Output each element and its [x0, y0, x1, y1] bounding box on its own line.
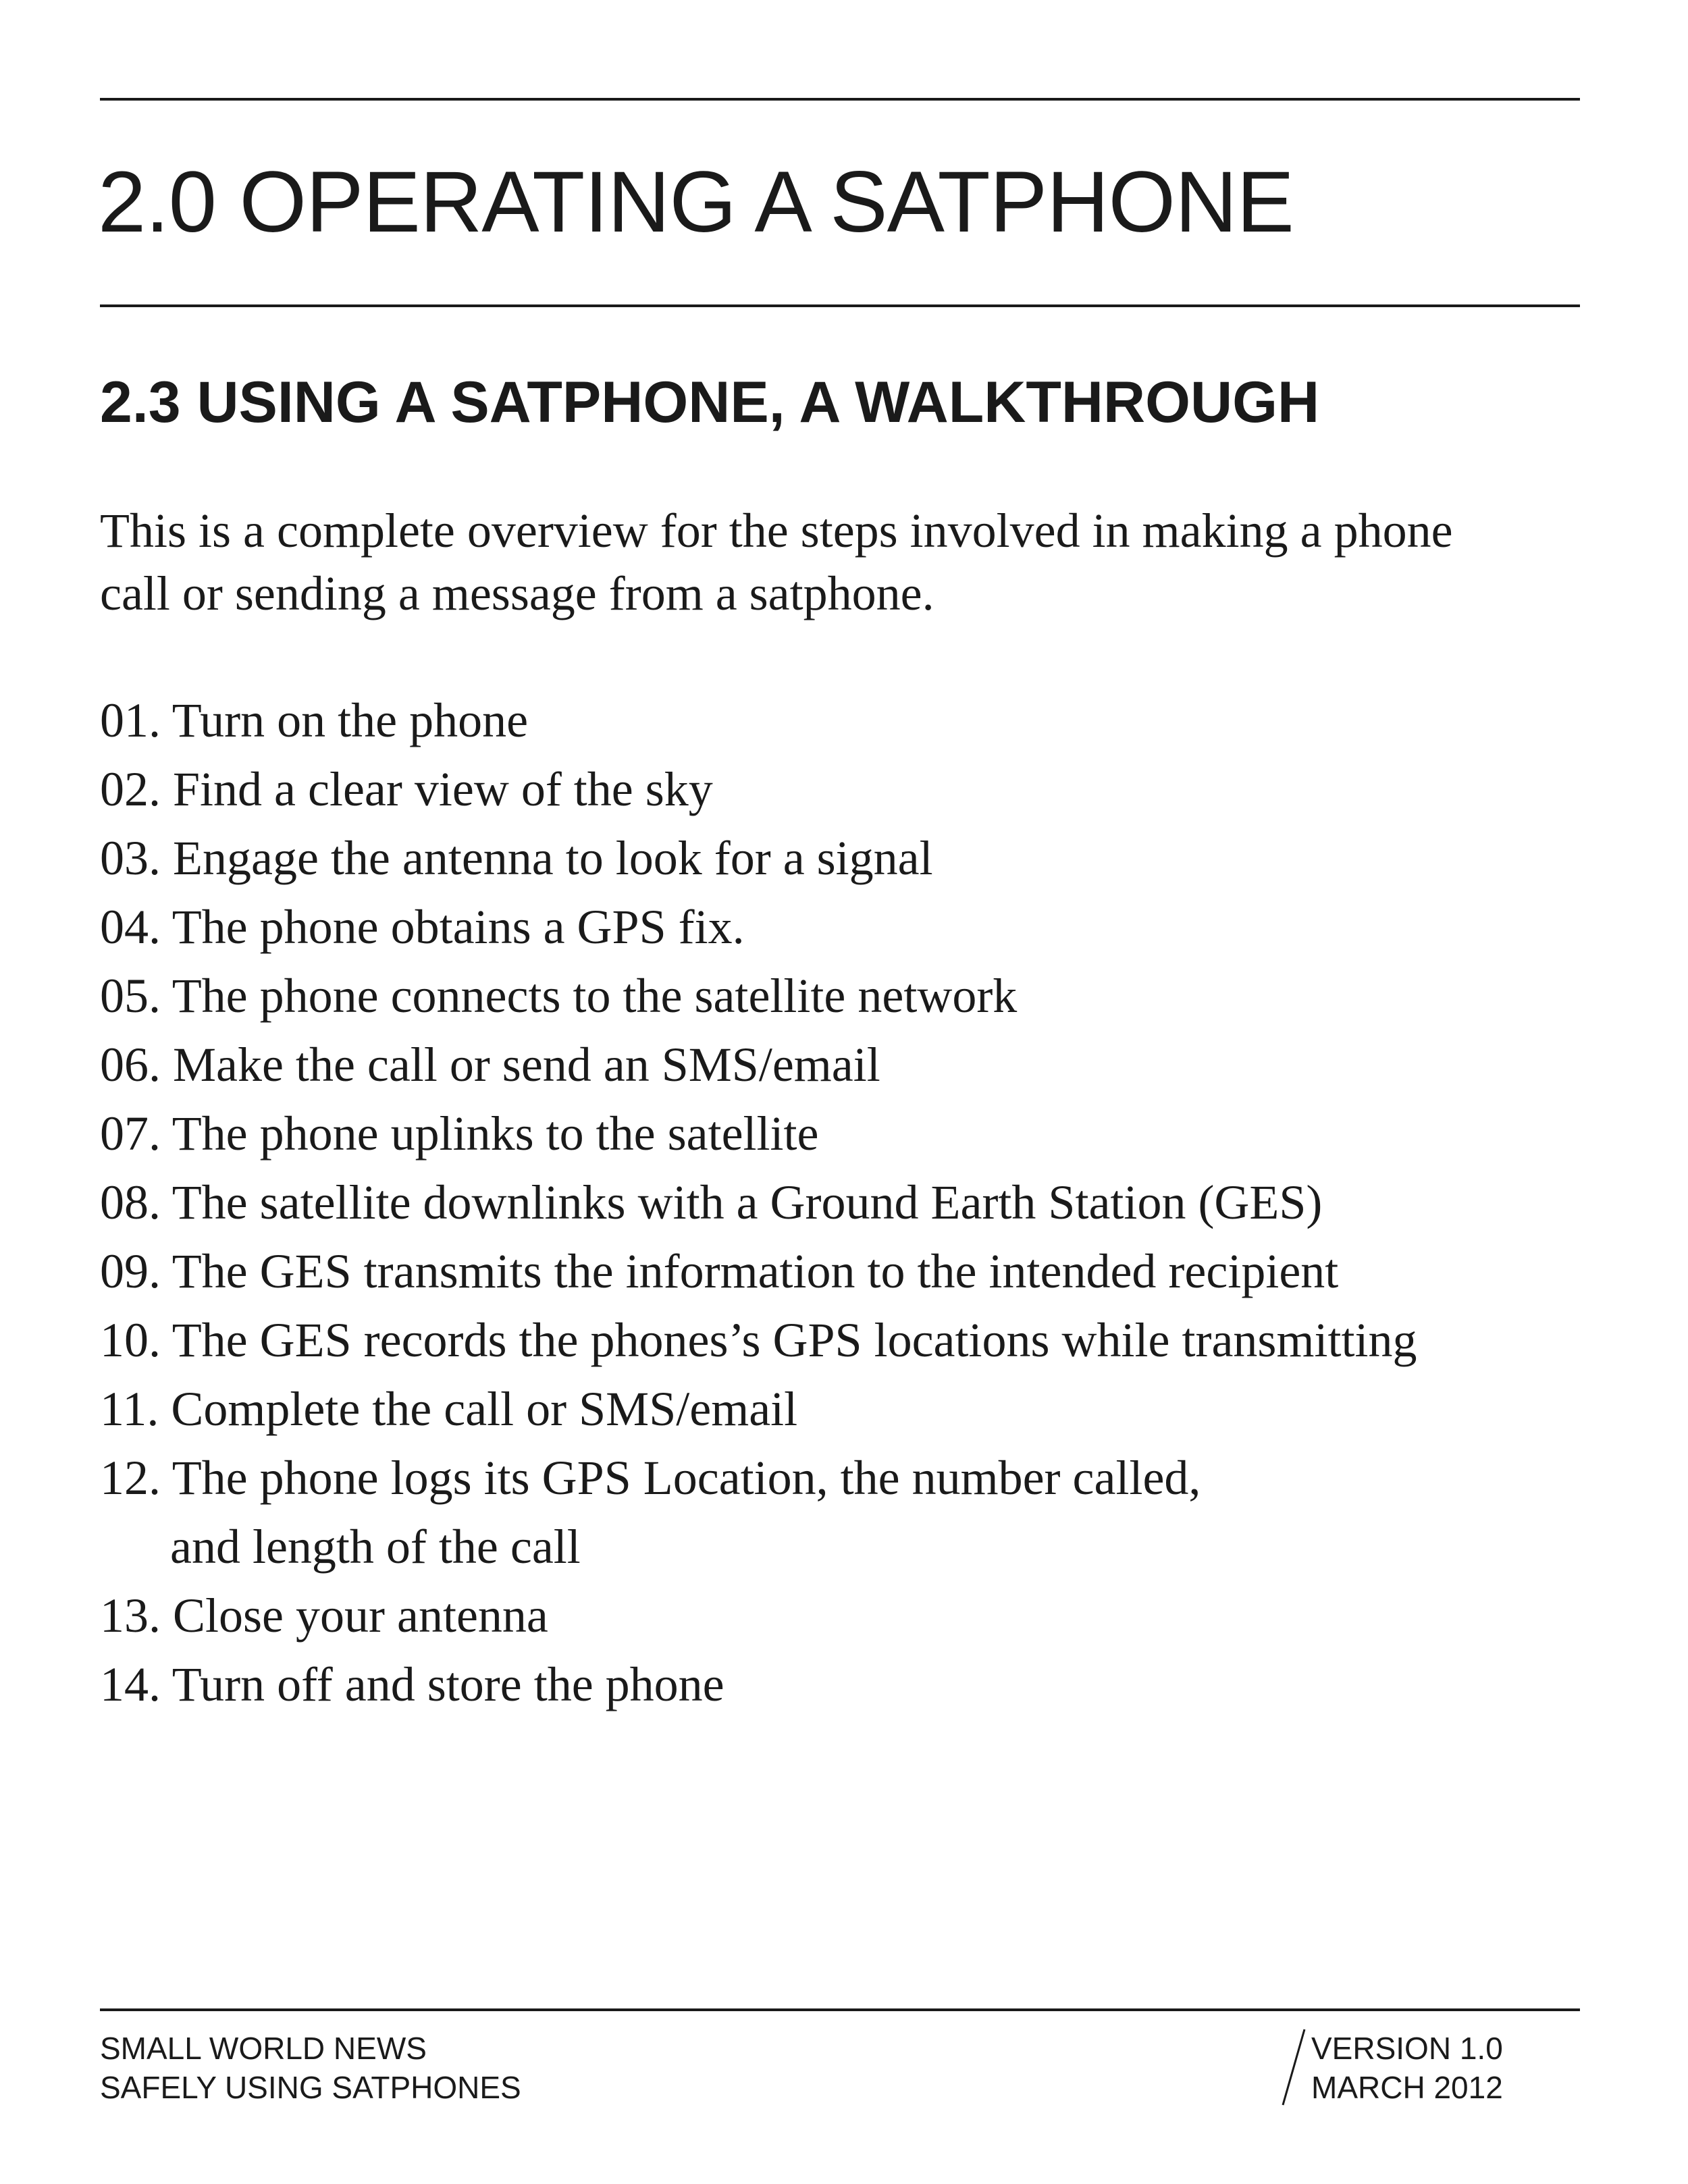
step-text: The satellite downlinks with a Ground Earth Station (GES) — [172, 1175, 1323, 1229]
step-number: 09. — [100, 1244, 161, 1298]
list-item — [100, 1030, 1585, 1099]
section-title: 2.3 USING A SATPHONE, A WALKTHROUGH — [100, 370, 1320, 435]
step-text-continuation: and length of the call — [170, 1520, 581, 1574]
list-item — [100, 1581, 1585, 1650]
step-number: 02. — [100, 762, 161, 816]
step-text: The phone logs its GPS Location, the number called, — [172, 1451, 1201, 1505]
footer-right — [1311, 2029, 1503, 2107]
footer-publication: SAFELY USING SATPHONES — [100, 2070, 521, 2105]
list-item — [100, 1306, 1585, 1375]
chapter-title: 2.0 OPERATING A SATPHONE — [98, 154, 1294, 250]
step-text: The phone uplinks to the satellite — [172, 1107, 819, 1161]
step-number: 14. — [100, 1657, 161, 1711]
step-text: Turn on the phone — [172, 693, 529, 747]
step-text: The GES records the phones’s GPS locations while transmitting — [172, 1313, 1417, 1367]
step-number: 13. — [100, 1589, 161, 1643]
intro-paragraph — [100, 500, 1585, 625]
step-number: 03. — [100, 831, 161, 885]
list-item — [100, 1168, 1585, 1237]
title-divider — [100, 304, 1580, 307]
step-number: 11. — [100, 1382, 159, 1436]
step-number: 12. — [100, 1451, 161, 1505]
list-item — [100, 1443, 1585, 1581]
step-text: The GES transmits the information to the intended recipient — [172, 1244, 1339, 1298]
footer-version: VERSION 1.0 — [1311, 2031, 1503, 2066]
step-number: 07. — [100, 1107, 161, 1161]
step-text: Complete the call or SMS/email — [171, 1382, 798, 1436]
step-number: 05. — [100, 969, 161, 1023]
step-text: Close your antenna — [173, 1589, 548, 1643]
step-text: Find a clear view of the sky — [173, 762, 713, 816]
footer-slash-divider — [1280, 2027, 1307, 2108]
step-text: The phone obtains a GPS fix. — [172, 900, 745, 954]
steps-list — [100, 686, 1585, 1719]
footer-date: MARCH 2012 — [1311, 2070, 1503, 2105]
step-number: 04. — [100, 900, 161, 954]
list-item — [100, 893, 1585, 961]
step-number: 10. — [100, 1313, 161, 1367]
intro-line: call or sending a message from a satphone. — [100, 566, 934, 620]
footer-divider — [100, 2008, 1580, 2011]
step-number: 08. — [100, 1175, 161, 1229]
list-item — [100, 755, 1585, 824]
step-text: Turn off and store the phone — [172, 1657, 724, 1711]
step-number: 01. — [100, 693, 161, 747]
list-item — [100, 1375, 1585, 1443]
step-text: Make the call or send an SMS/email — [173, 1038, 880, 1092]
list-item — [100, 824, 1585, 893]
top-divider — [100, 98, 1580, 101]
step-text: The phone connects to the satellite network — [172, 969, 1018, 1023]
footer-publisher: SMALL WORLD NEWS — [100, 2031, 427, 2066]
list-item — [100, 1650, 1585, 1719]
list-item — [100, 1099, 1585, 1168]
footer-left — [100, 2029, 521, 2107]
step-text: Engage the antenna to look for a signal — [173, 831, 933, 885]
list-item — [100, 1237, 1585, 1306]
list-item — [100, 961, 1585, 1030]
step-number: 06. — [100, 1038, 161, 1092]
intro-line: This is a complete overview for the steps involved in making a phone — [100, 504, 1453, 558]
list-item — [100, 686, 1585, 755]
